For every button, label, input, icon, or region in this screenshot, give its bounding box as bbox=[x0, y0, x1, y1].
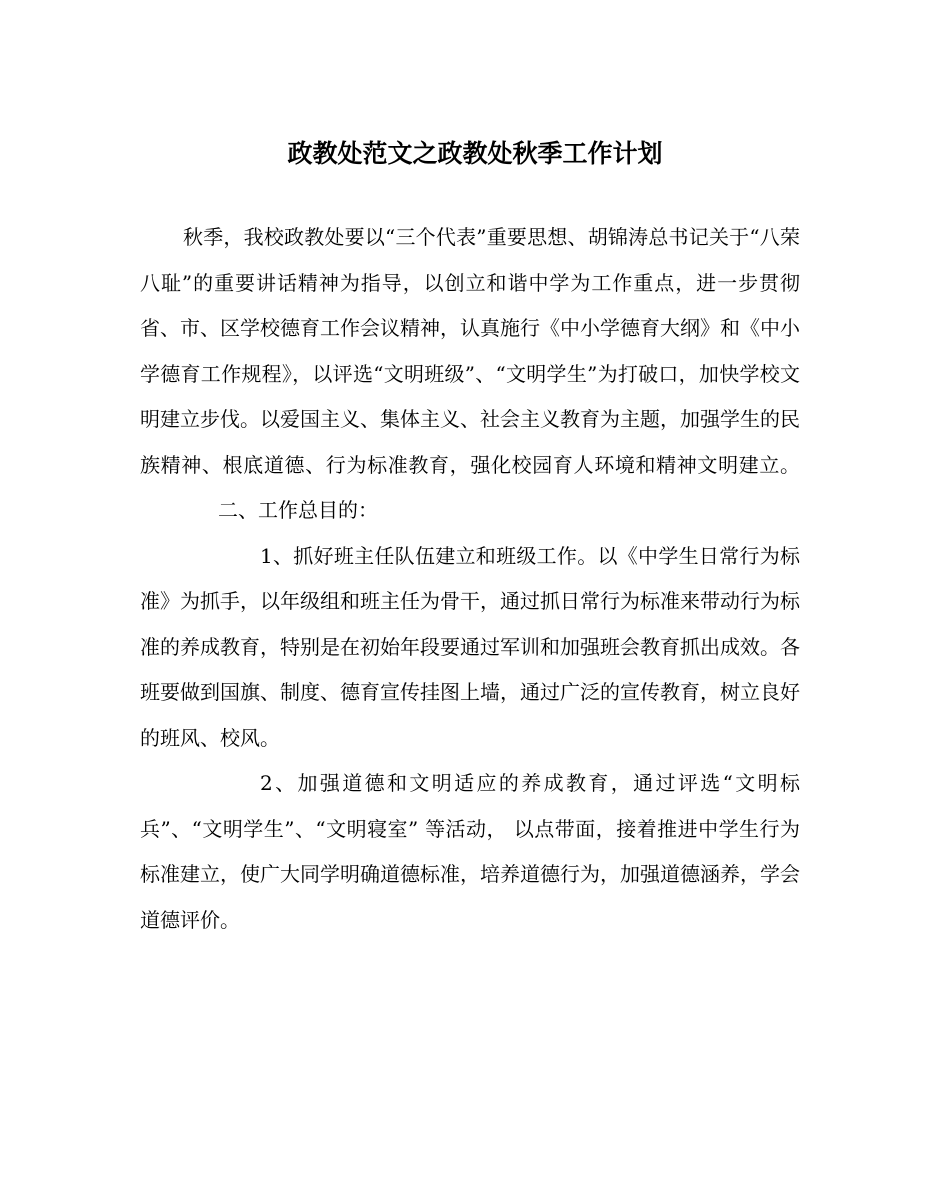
paragraph-intro bbox=[140, 215, 800, 534]
paragraph-item-1: 1、抓好班主任队伍建立和班级工作。以《中学生日常行为标准》为抓手，以年级组和班主任为骨干，通过抓日常行为标准来带动行为标准的养成教育，特别是在初始年段要通过军训和加强班会教育抓出成效。各班要做到国旗、制度、德育宣传挂图上墙，通过广泛的宣传教育，树立良好的班风、校风。 bbox=[140, 543, 800, 750]
paragraph-intro-text: 秋季，我校政教处要以“三个代表”重要思想、胡锦涛总书记关于“八荣八耻”的重要讲话精神为指导，以创立和谐中学为工作重点，进一步贯彻省、市、区学校德育工作会议精神，认真施行《中小学德育大纲》和《中小学德育工作规程》，以评选“文明班级”、“文明学生”为打破口，加快学校文明建立步伐。以爱国主义、集体主义、社会主义教育为主题，加强学生的民族精神、根底道德、行为标准教育，强化校园育人环境和精神文明建立。 bbox=[140, 225, 800, 477]
paragraph-item-2: 2、加强道德和文明适应的养成教育，通过评选“文明标兵”、“文明学生”、“文明寝室” 等活动， 以点带面，接着推进中学生行为标准建立，使广大同学明确道德标准，培养道德行为，加强道德涵养，学会道德评价。 bbox=[140, 771, 800, 932]
document-body bbox=[140, 215, 800, 943]
section-heading-goals: 二、工作总目的： bbox=[218, 498, 378, 522]
document-title: 政教处范文之政教处秋季工作计划 bbox=[287, 139, 663, 168]
